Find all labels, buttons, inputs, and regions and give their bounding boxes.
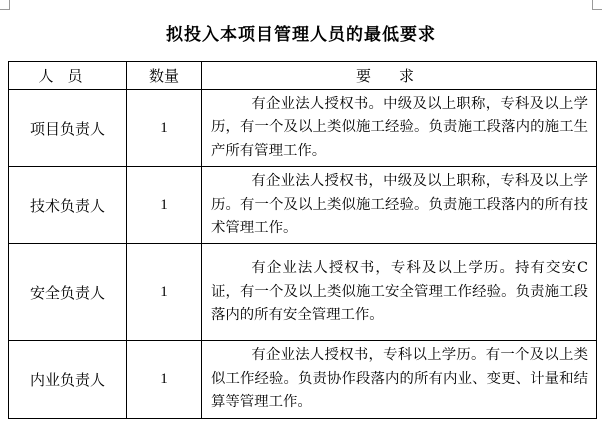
header-count-label: 数量: [148, 67, 179, 85]
row-count: 1: [127, 167, 202, 244]
row-requirements-text: 有企业法人授权书，中级及以上职称，专科及以上学历。有一个及以上类似施工经验。负责施工段落内的所有技术管理工作。: [211, 173, 588, 237]
table-row: [9, 167, 597, 244]
row-requirements: [202, 244, 597, 341]
row-requirements: [202, 90, 597, 167]
table-row: [9, 244, 597, 341]
row-requirements: [202, 341, 597, 418]
page-corner-mark-right: [592, 0, 602, 10]
header-count: [127, 62, 202, 90]
personnel-requirements-table: [8, 61, 597, 419]
row-requirements-text: 有企业法人授权书，专科及以上学历。持有交安C证，有一个及以上类似施工安全管理工作经验。负责施工段落内的所有安全管理工作。: [211, 260, 588, 324]
page-corner-mark-left: [0, 0, 10, 10]
row-requirements-text: 有企业法人授权书。中级及以上职称，专科及以上学历，有一个及以上类似施工经验。负责施工段落内的施工生产所有管理工作。: [211, 96, 588, 159]
header-person-label: 人员: [38, 67, 97, 85]
row-requirements-text: 有企业法人授权书，专科以上学历。有一个及以上类似工作经验。负责协作段落内的所有内业、变更、计量和结算等管理工作。: [211, 347, 588, 411]
row-requirements: [202, 167, 597, 244]
header-requirements-label: 要求: [355, 67, 442, 85]
header-person: [9, 62, 127, 90]
row-person: 内业负责人: [9, 341, 127, 418]
row-count: 1: [127, 244, 202, 341]
table-header-row: [9, 62, 597, 90]
row-person: 技术负责人: [9, 167, 127, 244]
row-person: 项目负责人: [9, 90, 127, 167]
document-title: 拟投入本项目管理人员的最低要求: [166, 25, 436, 45]
table-row: [9, 90, 597, 167]
header-requirements: [202, 62, 597, 90]
row-count: 1: [127, 341, 202, 418]
table-row: [9, 341, 597, 418]
row-count: 1: [127, 90, 202, 167]
row-person: 安全负责人: [9, 244, 127, 341]
